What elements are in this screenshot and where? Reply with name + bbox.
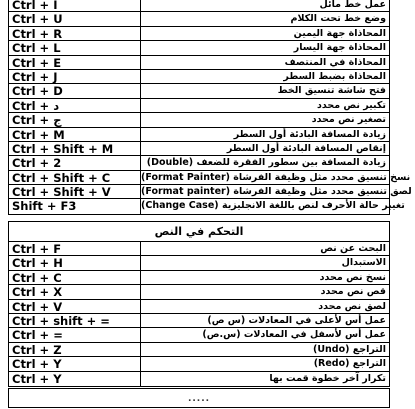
shortcut-description: المحاذاة بضبط السطر [283,70,386,82]
section-heading: التحكم في النص [9,222,389,242]
shortcut-description: التراجع (Undo) [312,343,386,355]
shortcut-row [9,99,389,113]
shortcut-row [9,343,389,357]
shortcut-keys: Ctrl + Y [9,357,141,370]
shortcut-keys: Ctrl + shift + = [9,314,141,327]
shortcut-keys: Ctrl + V [9,300,141,313]
shortcut-row [9,372,389,386]
shortcut-row [9,285,389,299]
shortcut-description: عمل أس لأسفل في المعادلات (س.ص) [202,329,386,341]
shortcut-keys: Ctrl + Shift + M [9,142,141,155]
shortcut-row [9,185,412,200]
shortcut-keys: Ctrl + E [9,56,141,69]
shortcut-keys: Ctrl + I [9,0,141,11]
shortcut-keys: Ctrl + = [9,328,141,341]
shortcut-description: المحاذاة جهة اليسار [293,42,386,54]
shortcut-row [9,199,405,214]
shortcut-row [9,170,411,185]
shortcut-description: المحاذاة جهة اليمين [293,27,386,39]
shortcut-keys: Ctrl + Y [9,372,141,386]
shortcut-description: لصق نص محدد [318,300,386,312]
shortcut-row [9,328,389,342]
shortcut-description: لصق تنسيق محدد مثل وظيفة الفرشاة (Format painter) [141,186,412,198]
shortcut-description: نسخ تنسيق محدد مثل وظيفة الفرشاة (Format Painter) [141,171,411,183]
shortcut-keys: Shift + F3 [9,199,141,213]
shortcut-description: إنقاص المسافة البادئة أول السطر [226,142,386,154]
shortcut-keys: Ctrl + Shift + V [9,185,141,198]
shortcut-row [9,41,389,55]
shortcut-row [9,314,389,328]
shortcut-row [9,300,389,314]
shortcut-description: البحث عن نص [320,243,386,254]
shortcut-row [9,84,389,98]
shortcut-row [9,70,389,84]
shortcut-description: الاستبدال [341,257,386,269]
shortcut-description: المحاذاة في المنتصف [284,56,386,68]
cut-off-heading: ..... [187,394,211,404]
shortcut-keys: Ctrl + 2 [9,156,141,169]
shortcut-description: تصغير نص محدد [311,114,386,126]
shortcut-row [9,156,389,170]
shortcut-row [9,242,389,256]
shortcut-description: زيادة المسافة بين سطور الفقرة للضعف (Double) [146,157,386,169]
shortcut-keys: Ctrl + J [9,70,141,83]
shortcut-description: عمل أس لأعلى في المعادلات (س ص) [207,314,386,326]
shortcut-keys: Ctrl + D [9,84,141,97]
shortcut-row [9,27,389,41]
shortcut-row [9,128,389,142]
shortcut-description: عمل خط مائل [319,0,386,10]
shortcut-keys: Ctrl + M [9,128,141,141]
next-section-table [8,388,390,408]
shortcut-description: وضع خط تحت الكلام [290,13,386,25]
shortcut-description: تغيير حالة الأحرف لنص باللغة الانجليزية (Change Case) [141,200,405,212]
shortcut-row [9,357,389,371]
shortcut-keys: Ctrl + Z [9,343,141,356]
shortcut-description: قص نص محدد [320,286,386,298]
shortcut-row [9,256,389,270]
shortcut-row [9,12,389,26]
shortcut-row [9,142,389,156]
shortcut-keys: Ctrl + X [9,285,141,298]
shortcut-description: التراجع (Redo) [313,358,386,370]
shortcut-keys: Ctrl + د [9,99,141,112]
shortcut-keys: Ctrl + H [9,256,141,269]
text-control-shortcuts-table [8,221,390,387]
shortcut-description: زيادة المسافة البادئة أول السطر [233,128,386,140]
shortcut-row [9,271,389,285]
shortcut-description: تكرار آخر خطوة قمت بها [269,372,386,384]
shortcut-keys: Ctrl + U [9,12,141,25]
shortcut-keys: Ctrl + F [9,242,141,255]
shortcut-description: نسخ نص محدد [319,271,386,283]
shortcut-description: تكبير نص محدد [317,99,386,111]
shortcut-description: فتح شاشة تنسيق الخط [277,85,386,97]
formatting-shortcuts-table [8,0,412,215]
shortcut-row [9,113,389,127]
shortcut-keys: Ctrl + R [9,27,141,40]
shortcut-row [9,0,389,12]
shortcut-keys: Ctrl + L [9,41,141,54]
shortcut-keys: Ctrl + Shift + C [9,171,141,184]
shortcut-row [9,56,389,70]
shortcut-keys: Ctrl + ج [9,113,141,126]
shortcut-keys: Ctrl + C [9,271,141,284]
